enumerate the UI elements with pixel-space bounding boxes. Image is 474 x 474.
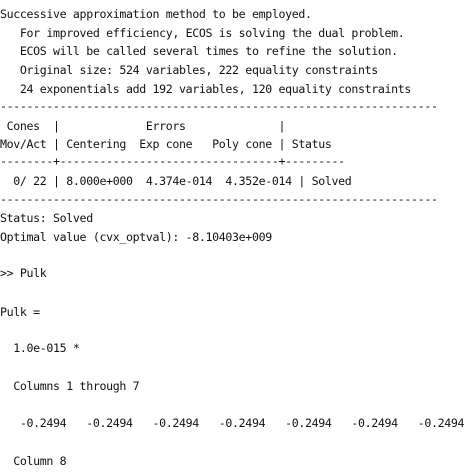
console-separator-top: ------------------------------------------------------------------ [0,99,438,113]
matrix-values-row: -0.2494 -0.2494 -0.2494 -0.2494 -0.2494 -0.2494 -0.2494 [0,416,465,430]
console-line-dual-problem: For improved efficiency, ECOS is solving the dual problem. [0,26,405,40]
console-line-approx-method: Successive approximation method to be employed. [0,7,312,21]
table-header-columns: Mov/Act | Centering Exp cone Poly cone | Status [0,137,332,151]
scale-factor-line: 1.0e-015 * [0,341,80,355]
console-line-exponentials: 24 exponentials add 192 variables, 120 equality constraints [0,82,412,96]
variable-name-line: Pulk = [0,305,40,319]
table-header-cones-errors: Cones | Errors | [0,119,286,133]
command-prompt-line: >> Pulk [0,266,47,280]
table-row-result: 0/ 22 | 8.000e+000 4.374e-014 4.352e-014 | Solved [0,174,352,188]
columns-range-line: Columns 1 through 7 [0,379,140,393]
optimal-value-line: Optimal value (cvx_optval): -8.10403e+009 [0,230,272,244]
column-label-line: Column 8 [0,454,67,468]
table-header-rule: --------+---------------------------------+--------- [0,154,345,168]
status-line: Status: Solved [0,211,93,225]
console-line-ecos-refine: ECOS will be called several times to refine the solution. [0,44,398,58]
console-separator-bottom: ------------------------------------------------------------------ [0,192,438,206]
console-line-original-size: Original size: 524 variables, 222 equality constraints [0,63,378,77]
